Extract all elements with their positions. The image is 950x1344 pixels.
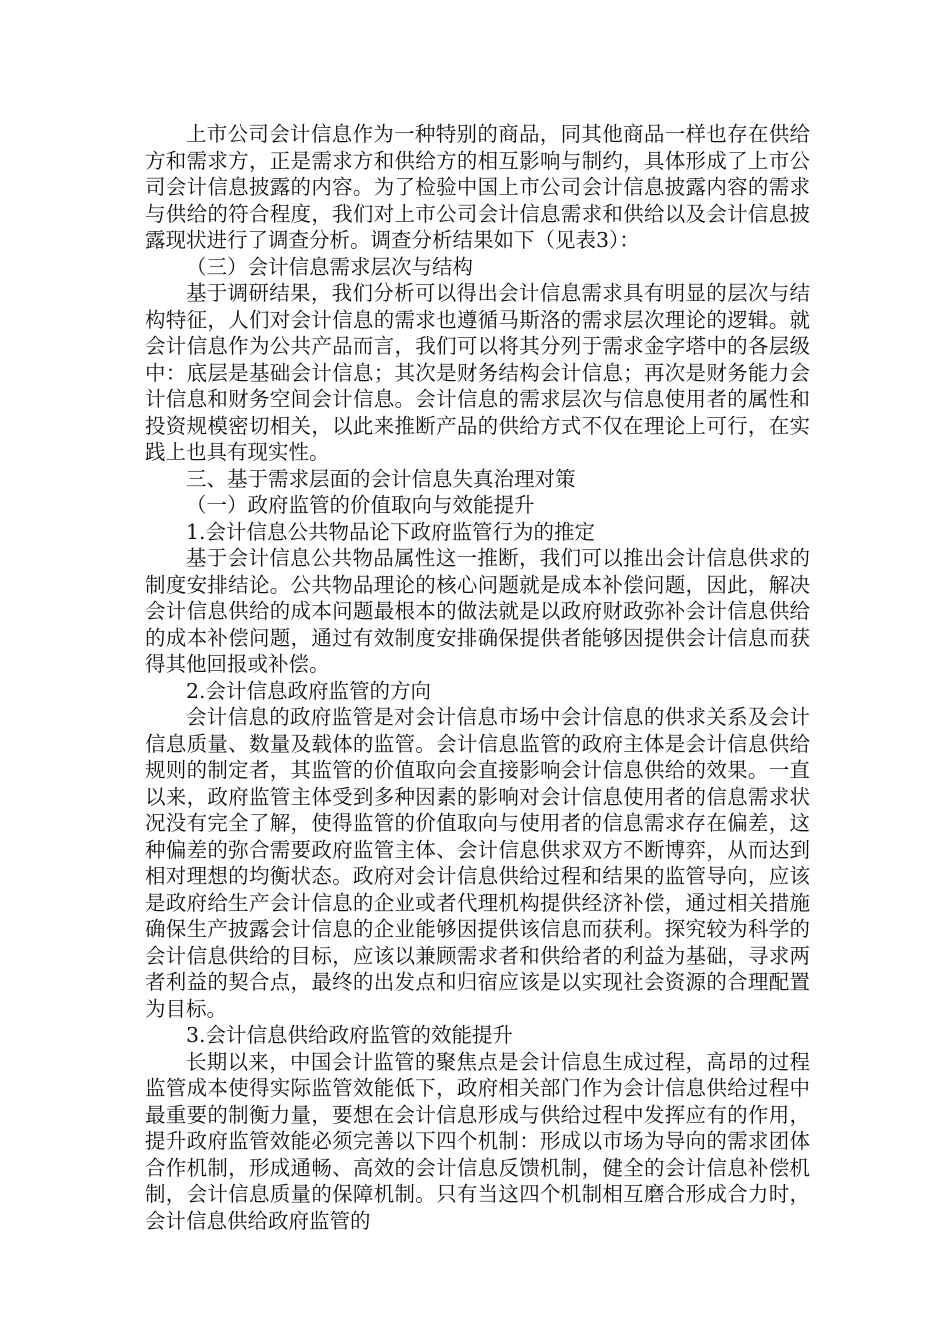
chapter-heading-3: 三、基于需求层面的会计信息失真治理对策 — [186, 466, 576, 491]
paragraph-regulation-direction: 会计信息的政府监管是对会计信息市场中会计信息的供求关系及会计信息质量、数量及载体的监管。会计信息监管的政府主体是会计信息供给规则的制定者，其监管的价值取向会直接影响会计信息供给的效果。一直以来，政府监管主体受到多种因素的影响对会计信息使用者的信息需求状况没有完全了解，使得监管的价值取向与使用者的信息需求存在偏差，这种偏差的弥合需要政府监管主体、会计信息供求双方不断博弈，从而达到相对理想的均衡状态。政府对会计信息供给过程和结果的监管导向，应该是政府给生产会计信息的企业或者代理机构提供经济补偿，通过相关措施确保生产披露会计信息的企业能够因提供该信息而获利。探究较为科学的会计信息供给的目标，应该以兼顾需求者和供给者的利益为基础，寻求两者利益的契合点，最终的出发点和归宿应该是以实现社会资源的合理配置为目标。 — [145, 705, 810, 1021]
subsection-heading-2: 2.会计信息政府监管的方向 — [186, 678, 432, 703]
paragraph-demand-structure: 基于调研结果，我们分析可以得出会计信息需求具有明显的层次与结构特征，人们对会计信息的需求也遵循马斯洛的需求层次理论的逻辑。就会计信息作为公共产品而言，我们可以将其分列于需求金字塔中的各层级中：底层是基础会计信息；其次是财务结构会计信息；再次是财务能力会计信息和财务空间会计信息。会计信息的需求层次与信息使用者的属性和投资规模密切相关，以此来推断产品的供给方式不仅在理论上可行，在实践上也具有现实性。 — [145, 281, 810, 464]
paragraph-public-goods: 基于会计信息公共物品属性这一推断，我们可以推出会计信息供求的制度安排结论。公共物品理论的核心问题就是成本补偿问题，因此，解决会计信息供给的成本问题最根本的做法就是以政府财政弥补会计信息供给的成本补偿问题，通过有效制度安排确保提供者能够因提供会计信息而获得其他回报或补偿。 — [145, 546, 810, 676]
section-heading-3: （三）会计信息需求层次与结构 — [186, 254, 473, 279]
section-heading-1: （一）政府监管的价值取向与效能提升 — [186, 493, 535, 517]
document-body — [145, 121, 810, 1234]
subsection-heading-1: 1.会计信息公共物品论下政府监管行为的推定 — [186, 519, 596, 544]
paragraph-efficiency: 长期以来，中国会计监管的聚焦点是会计信息生成过程，高昂的过程监管成本使得实际监管效能低下，政府相关部门作为会计信息供给过程中最重要的制衡力量，要想在会计信息形成与供给过程中发挥应有的作用，提升政府监管效能必须完善以下四个机制：形成以市场为导向的需求团体合作机制，形成通畅、高效的会计信息反馈机制，健全的会计信息补偿机制，会计信息质量的保障机制。只有当这四个机制相互磨合形成合力时，会计信息供给政府监管的 — [145, 1049, 810, 1233]
subsection-heading-3: 3.会计信息供给政府监管的效能提升 — [186, 1023, 514, 1047]
paragraph-intro: 上市公司会计信息作为一种特别的商品，同其他商品一样也存在供给方和需求方，正是需求方和供给方的相互影响与制约，具体形成了上市公司会计信息披露的内容。为了检验中国上市公司会计信息披露内容的需求与供给的符合程度，我们对上市公司会计信息需求和供给以及会计信息披露现状进行了调查分析。调查分析结果如下（见表3）： — [145, 122, 810, 252]
